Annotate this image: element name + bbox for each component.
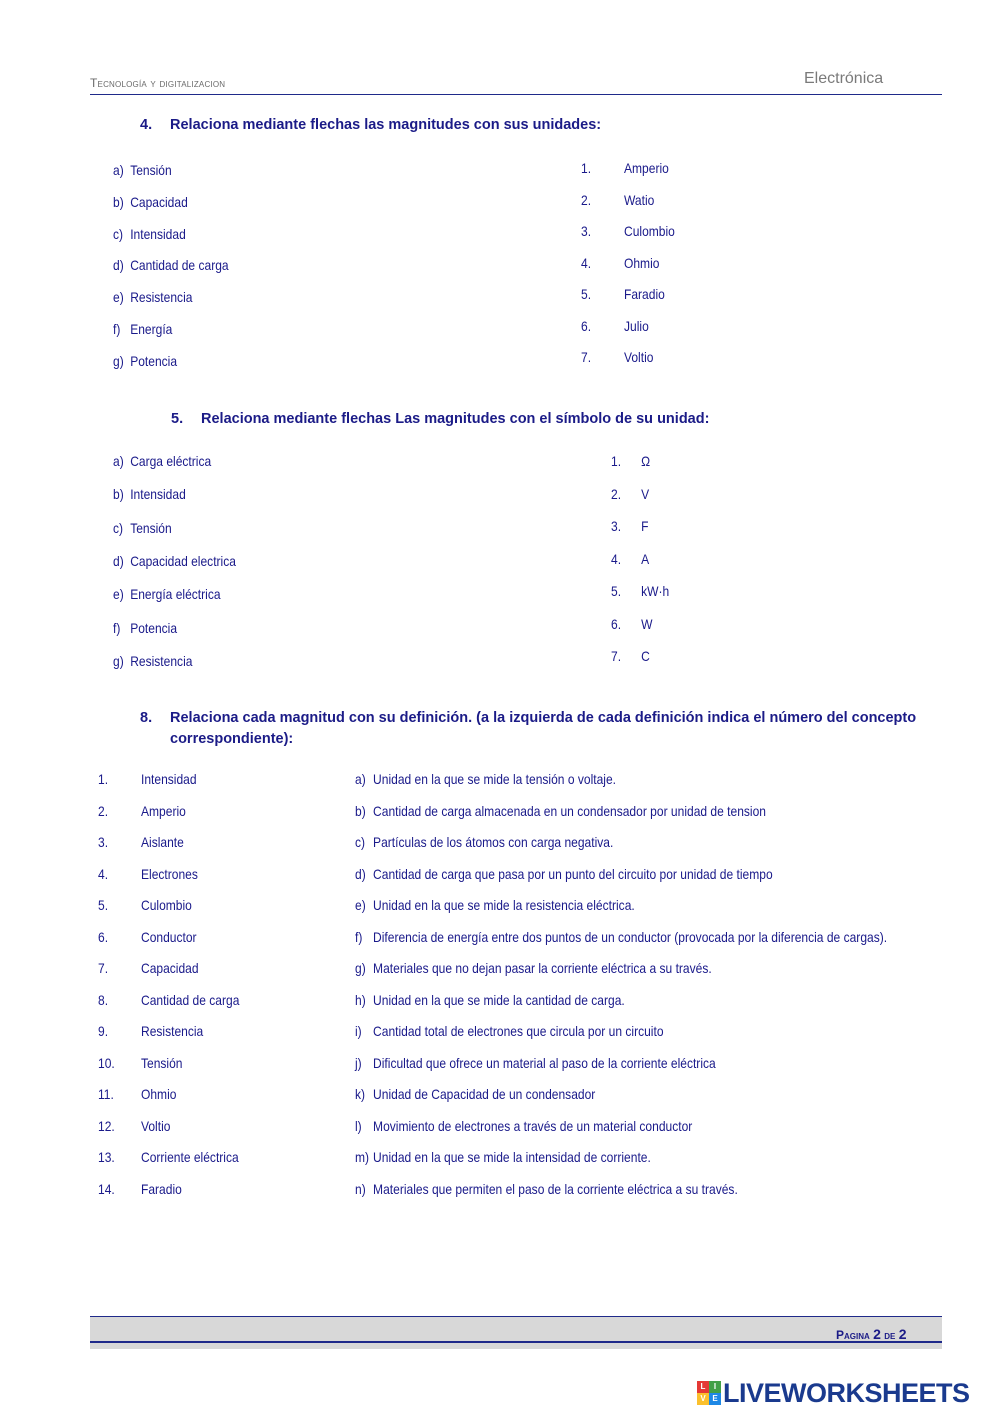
section4-right-item-label: 5. [581, 286, 592, 302]
section4-left-item [113, 289, 192, 305]
section4-right-item-text: Culombio [624, 223, 675, 239]
section4-left-item [113, 257, 229, 273]
section8-definition-item-text: Partículas de los átomos con carga negativa. [373, 834, 614, 850]
section8-concept-item-text: Culombio [141, 897, 192, 913]
section5-right-item-label: 2. [611, 485, 622, 502]
section8-concept-item-label: 14. [98, 1180, 115, 1197]
section8-definition-item-label: g) [355, 960, 366, 976]
section5-right-item [611, 486, 649, 502]
section8-concept-item [98, 1118, 170, 1134]
section8-concept-item-label: 10. [98, 1054, 115, 1071]
section4-right-item [581, 255, 659, 271]
section4-right-item-label: 1. [581, 160, 592, 176]
section8-concept-item [98, 834, 184, 850]
section8-concept-item-label: 12. [98, 1117, 115, 1134]
section4-left-item-text: Potencia [130, 352, 178, 369]
section8-definition-item [355, 1055, 716, 1071]
section8-concept-item-text: Cantidad de carga [141, 991, 240, 1008]
section8-definition-item-text: Unidad de Capacidad de un condensador [373, 1086, 596, 1102]
section8-definition-item-text: Unidad en la que se mide la cantidad de carga. [373, 991, 625, 1008]
section4-right-item-label: 4. [581, 254, 592, 271]
section8-definition-item [355, 992, 625, 1008]
section5-left-item-text: Resistencia [130, 652, 193, 669]
section4-right-item-label: 6. [581, 317, 592, 334]
section8-definition-item-label: b) [355, 802, 366, 819]
section4-left-item [113, 321, 172, 337]
section4-left-item-label: d) [113, 257, 124, 274]
section8-concept-item-text: Faradio [141, 1180, 182, 1197]
section5-right-item-text: F [641, 518, 649, 534]
section8-definition-item-label: i) [355, 1023, 362, 1039]
section4-left-item-text: Tensión [130, 162, 172, 178]
section8-definition-item-text: Materiales que no dejan pasar la corriente eléctrica a su través. [373, 960, 712, 976]
page-total: 2 [898, 1326, 907, 1342]
section4-right-item [581, 160, 669, 176]
section5-left-item-label: e) [113, 586, 124, 603]
section4-left-item-text: Capacidad [130, 193, 188, 210]
section8-definition-item-text: Diferencia de energía entre dos puntos de un conductor (provocada por la diferencia de cargas). [373, 928, 888, 945]
section4-right-item-label: 2. [581, 191, 592, 208]
section8-concept-item [98, 897, 192, 913]
section4-right-item [581, 192, 654, 208]
section8-definition-item-label: f) [355, 928, 363, 945]
section4-left-item-label: a) [113, 162, 124, 178]
section8-concept-item-text: Aislante [141, 834, 184, 850]
section8-definition-item-text: Materiales que permiten el paso de la corriente eléctrica a su través. [373, 1180, 738, 1197]
section4-left-item-label: f) [113, 321, 121, 337]
section4-right-item-text: Julio [624, 317, 649, 334]
section8-concept-item [98, 803, 186, 819]
section4-left-item-text: Energía [130, 321, 173, 337]
section8-concept-item-label: 2. [98, 802, 109, 819]
section8-definition-item-label: d) [355, 865, 366, 882]
section8-number: 8. [140, 710, 153, 726]
section8-concept-item-text: Intensidad [141, 771, 197, 787]
liveworksheets-wordmark: LIVEWORKSHEETS [723, 1377, 970, 1408]
section5-left-item [113, 620, 177, 636]
section4-left-item [113, 194, 188, 210]
section8-definition-item [355, 1118, 692, 1134]
section8-definition-item-label: e) [355, 897, 366, 913]
section4-left-item [113, 162, 172, 178]
section5-number: 5. [171, 411, 184, 427]
section8-concept-item [98, 1055, 183, 1071]
page-of-label: de [884, 1328, 896, 1342]
section5-left-item-text: Potencia [130, 619, 178, 636]
section8-definition-item-label: m) [355, 1149, 370, 1165]
section8-definition-item-text: Unidad en la que se mide la resistencia eléctrica. [373, 897, 635, 913]
section8-concept-item [98, 771, 197, 787]
section8-concept-item [98, 866, 198, 882]
section8-definition-item-label: c) [355, 834, 366, 850]
liveworksheets-icon [697, 1381, 721, 1405]
section5-title-text: Relaciona mediante flechas Las magnitudes con el símbolo de su unidad: [201, 411, 710, 427]
section4-left-item [113, 353, 177, 369]
section4-right-item-label: 7. [581, 349, 592, 365]
section5-left-item-label: d) [113, 552, 124, 569]
liveworksheets-icon-cell: V [697, 1393, 709, 1405]
section5-right-item-text: C [641, 648, 650, 664]
section5-right-item-label: 3. [611, 518, 622, 534]
section8-concept-item-text: Ohmio [141, 1086, 177, 1102]
section5-right-item [611, 648, 650, 664]
section8-concept-item-label: 13. [98, 1149, 115, 1165]
section8-definition-item [355, 803, 766, 819]
section5-right-item-label: 5. [611, 583, 622, 599]
section5-right-item-text: A [641, 550, 650, 567]
section5-left-item [113, 586, 221, 602]
section4-title-text: Relaciona mediante flechas las magnitudes con sus unidades: [170, 117, 602, 133]
section8-definition-item-label: n) [355, 1180, 366, 1197]
section4-right-item-text: Watio [624, 191, 655, 208]
page-number [836, 1326, 907, 1342]
section5-right-item [611, 551, 649, 567]
section8-definition-item-text: Movimiento de electrones a través de un material conductor [373, 1117, 693, 1134]
section4-right-item-label: 3. [581, 223, 592, 239]
section4-left-item-text: Intensidad [130, 225, 186, 242]
section5-left-item-text: Energía eléctrica [130, 586, 221, 603]
section5-right-item-text: Ω [641, 453, 651, 469]
section5-left-item-label: c) [113, 519, 124, 536]
section8-concept-item-label: 5. [98, 897, 109, 913]
section8-concept-item-label: 4. [98, 865, 109, 882]
section8-concept-item-label: 8. [98, 991, 109, 1008]
section8-definition-item [355, 866, 773, 882]
section5-left-item [113, 520, 172, 536]
section4-right-item [581, 318, 649, 334]
section4-right-item-text: Ohmio [624, 254, 660, 271]
section8-concept-item-text: Tensión [141, 1054, 183, 1071]
section5-left-item-text: Capacidad electrica [130, 552, 236, 569]
section8-definition-item [355, 960, 712, 976]
section8-definition-item [355, 929, 887, 945]
section5-left-item-label: g) [113, 652, 124, 669]
section8-concept-item [98, 1086, 176, 1102]
liveworksheets-icon-cell: L [697, 1381, 709, 1393]
header-divider [90, 94, 942, 95]
section8-definition-item-text: Unidad en la que se mide la intensidad de corriente. [373, 1149, 651, 1165]
section5-left-item [113, 486, 186, 502]
section8-concept-item-label: 6. [98, 928, 109, 945]
section8-definition-item-text: Cantidad de carga almacenada en un condensador por unidad de tension [373, 802, 766, 819]
section4-right-item [581, 223, 675, 239]
section4-right-item-text: Faradio [624, 286, 665, 302]
footer-bar [90, 1316, 942, 1349]
section5-right-item-text: W [641, 615, 653, 632]
section8-definition-item-label: j) [355, 1054, 362, 1071]
section8-definition-item [355, 1181, 738, 1197]
section5-right-item-label: 4. [611, 550, 622, 567]
page-label: Pagina [836, 1328, 870, 1342]
section8-concept-item-text: Electrones [141, 865, 198, 882]
section5-right-item-text: V [641, 485, 650, 502]
section5-right-item-label: 1. [611, 453, 622, 469]
section8-definition-item-label: h) [355, 991, 366, 1008]
liveworksheets-icon-cell: I [709, 1381, 721, 1393]
section8-definition-item-label: k) [355, 1086, 366, 1102]
section8-concept-item [98, 1181, 182, 1197]
section8-definition-item [355, 1149, 651, 1165]
section4-left-item-text: Cantidad de carga [130, 257, 229, 274]
header-topic: Electrónica [804, 70, 884, 87]
section8-definition-item-label: l) [355, 1117, 362, 1134]
section4-right-item [581, 286, 665, 302]
section5-left-item-text: Tensión [130, 519, 172, 536]
section8-title-line2: correspondiente): [170, 731, 294, 747]
section8-concept-item-text: Conductor [141, 928, 197, 945]
section5-right-item-text: kW·h [641, 583, 670, 599]
section4-left-item [113, 226, 186, 242]
section4-number: 4. [140, 117, 153, 133]
section5-right-item [611, 453, 650, 469]
section8-concept-item-label: 7. [98, 960, 109, 976]
section5-left-item [113, 453, 211, 469]
section5-left-item-label: a) [113, 453, 124, 469]
section8-concept-item [98, 1023, 203, 1039]
section8-concept-item-label: 3. [98, 834, 109, 850]
section5-left-item [113, 653, 192, 669]
section8-definition-item [355, 771, 616, 787]
liveworksheets-icon-cell: E [709, 1393, 721, 1405]
section8-concept-item-label: 11. [98, 1086, 114, 1102]
section4-left-item-label: e) [113, 289, 124, 306]
section8-definition-item-text: Dificultad que ofrece un material al paso de la corriente eléctrica [373, 1054, 716, 1071]
section5-left-item [113, 553, 236, 569]
section8-concept-item-text: Resistencia [141, 1023, 204, 1039]
section8-concept-item [98, 1149, 239, 1165]
section5-left-item-text: Carga eléctrica [130, 453, 212, 469]
section8-title [140, 710, 916, 726]
section8-definition-item [355, 834, 613, 850]
section5-right-item [611, 616, 652, 632]
section8-concept-item-text: Corriente eléctrica [141, 1149, 239, 1165]
section8-definition-item [355, 1023, 664, 1039]
section4-left-item-label: b) [113, 193, 124, 210]
section8-concept-item [98, 992, 239, 1008]
section8-definition-item-text: Cantidad total de electrones que circula por un circuito [373, 1023, 664, 1039]
section4-title [140, 117, 601, 133]
section8-definition-item [355, 897, 635, 913]
section8-concept-item-text: Amperio [141, 802, 186, 819]
section5-right-item [611, 518, 648, 534]
section5-right-item [611, 583, 669, 599]
section5-right-item-label: 6. [611, 615, 622, 632]
footer-top-divider [90, 1316, 942, 1317]
section4-right-item [581, 349, 653, 365]
section8-concept-item-label: 1. [98, 771, 109, 787]
section8-concept-item-text: Capacidad [141, 960, 199, 976]
section5-left-item-text: Intensidad [130, 486, 186, 503]
section5-left-item-label: f) [113, 619, 121, 636]
section8-title-line1: Relaciona cada magnitud con su definición. (a la izquierda de cada definición indica el número del concepto [170, 710, 917, 726]
section4-left-item-label: c) [113, 225, 124, 242]
section8-definition-item [355, 1086, 595, 1102]
liveworksheets-logo[interactable] [697, 1378, 970, 1408]
section5-title [171, 411, 709, 427]
section4-left-item-label: g) [113, 352, 124, 369]
section8-concept-item-text: Voltio [141, 1117, 171, 1134]
section8-definition-item-label: a) [355, 771, 366, 787]
section5-right-item-label: 7. [611, 648, 622, 664]
section5-left-item-label: b) [113, 486, 124, 503]
section8-concept-item-label: 9. [98, 1023, 109, 1039]
section4-left-item-text: Resistencia [130, 289, 193, 306]
section4-right-item-text: Voltio [624, 349, 654, 365]
page-current: 2 [873, 1326, 881, 1342]
section8-concept-item [98, 929, 197, 945]
section8-concept-item [98, 960, 199, 976]
section8-definition-item-text: Cantidad de carga que pasa por un punto del circuito por unidad de tiempo [373, 865, 773, 882]
header-subject: Tecnología y digitalizacion [90, 76, 226, 90]
section4-right-item-text: Amperio [624, 160, 669, 176]
section8-definition-item-text: Unidad en la que se mide la tensión o voltaje. [373, 771, 617, 787]
footer-divider [90, 1341, 942, 1343]
